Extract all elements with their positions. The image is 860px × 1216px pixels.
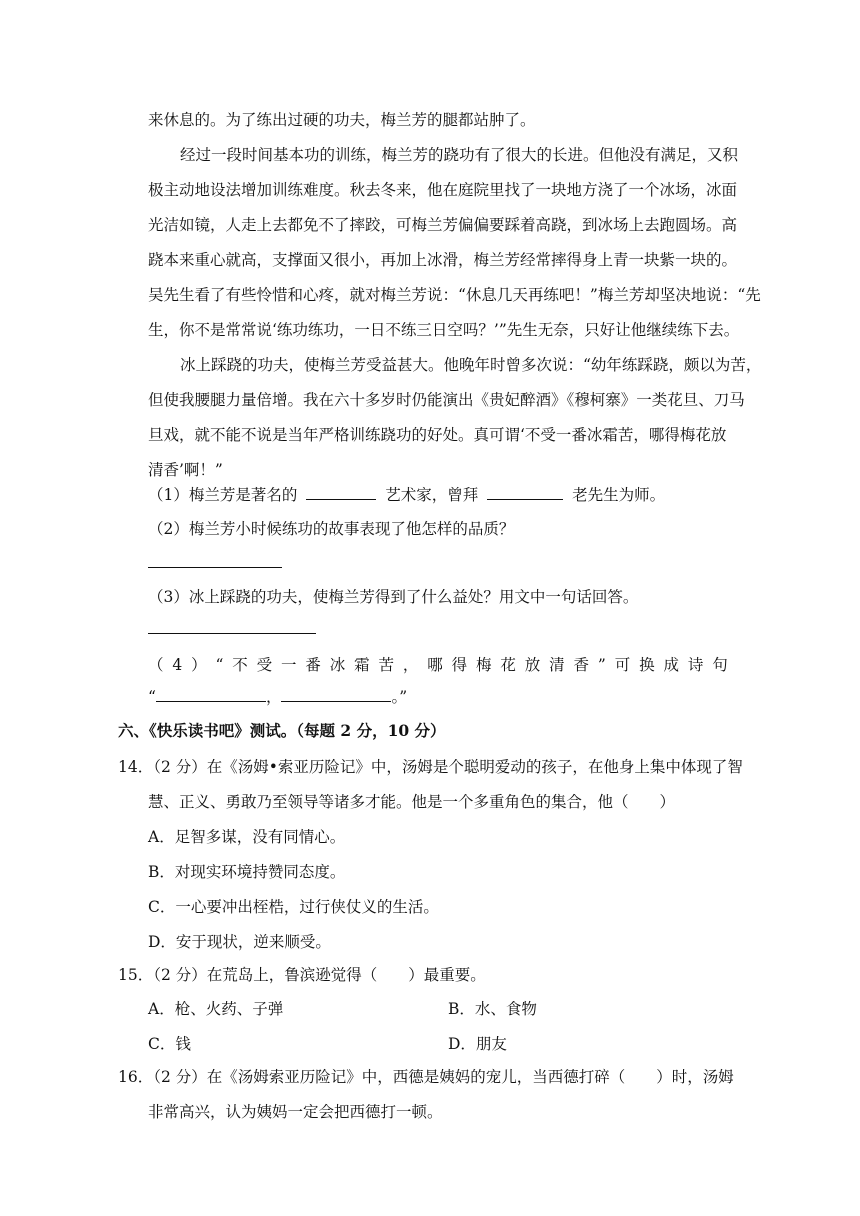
q4-char: 放 bbox=[524, 656, 541, 674]
question-1 bbox=[148, 483, 665, 505]
answer-blank[interactable] bbox=[306, 483, 376, 500]
q4-char: “ bbox=[215, 656, 224, 674]
option-d[interactable]: D．朋友 bbox=[448, 1035, 507, 1053]
question-16-cont: 非常高兴，认为姨妈一定会把西德打一顿。 bbox=[148, 1103, 443, 1121]
q4-char: 一 bbox=[281, 656, 297, 674]
q4-char: 4 bbox=[172, 656, 183, 674]
passage-line: 清香’啊！” bbox=[148, 461, 223, 479]
passage-line: 但使我腰腿力量倍增。我在六十多岁时仍能演出《贵妃醉酒》《穆柯寨》一类花旦、刀马 bbox=[148, 391, 745, 409]
passage-line: 跷本来重心就高，支撑面又很小，再加上冰滑，梅兰芳经常摔得身上青一块紫一块的。 bbox=[148, 251, 738, 269]
passage-line: 极主动地设法增加训练难度。秋去冬来，他在庭院里找了一块地方浇了一个冰场，冰面 bbox=[148, 181, 738, 199]
question-1-text-c: 老先生为师。 bbox=[572, 486, 666, 504]
q4-char: 得 bbox=[451, 656, 468, 674]
passage-line: 冰上踩跷的功夫，使梅兰芳受益甚大。他晚年时曾多次说：“幼年练踩跷，颇以为苦， bbox=[180, 356, 762, 374]
q4-char: 句 bbox=[712, 656, 728, 674]
q4-char: 成 bbox=[663, 656, 679, 674]
question-4-line bbox=[148, 655, 728, 675]
question-15: 15．（2 分）在荒岛上，鲁滨逊觉得（ ）最重要。 bbox=[118, 966, 486, 984]
question-2: （2）梅兰芳小时候练功的故事表现了他怎样的品质？ bbox=[148, 520, 515, 538]
section-heading: 六、《快乐读书吧》测试。（每题 2 分，10 分） bbox=[118, 721, 446, 740]
q4-char: 花 bbox=[500, 656, 516, 674]
q4-char: ） bbox=[191, 656, 207, 674]
q4-char: 苦 bbox=[378, 656, 395, 674]
comma: ， bbox=[265, 688, 282, 706]
passage-line: 来休息的。为了练出过硬的功夫，梅兰芳的腿都站肿了。 bbox=[148, 111, 536, 129]
answer-blank[interactable] bbox=[156, 685, 266, 702]
option-a[interactable]: A．枪、火药、子弹 bbox=[148, 1000, 284, 1018]
option-a[interactable]: A．足智多谋，没有同情心。 bbox=[148, 828, 346, 846]
q4-char: 番 bbox=[305, 656, 321, 674]
q4-char: 诗 bbox=[687, 656, 704, 674]
question-16: 16．（2 分）在《汤姆索亚历险记》中，西德是姨妈的宠儿，当西德打碎（ ）时，汤姆 bbox=[118, 1068, 734, 1086]
question-4-answer bbox=[148, 685, 407, 707]
q4-char: ， bbox=[402, 656, 419, 674]
answer-line[interactable] bbox=[148, 567, 282, 568]
passage-line: 旦戏，就不能不说是当年严格训练跷功的好处。真可谓‘不受一番冰霜苦，哪得梅花放 bbox=[148, 426, 727, 444]
q4-char: 不 bbox=[232, 656, 248, 674]
q4-char: 受 bbox=[256, 656, 273, 674]
option-d[interactable]: D．安于现状，逆来顺受。 bbox=[148, 933, 331, 951]
question-14: 14．（2 分）在《汤姆•索亚历险记》中，汤姆是个聪明爱动的孩子，在他身上集中体现了智 bbox=[118, 758, 743, 776]
passage-line: 吴先生看了有些怜惜和心疼，就对梅兰芳说：“休息几天再练吧！”梅兰芳却坚决地说：“先 bbox=[148, 286, 761, 304]
open-quote: “ bbox=[148, 688, 156, 706]
q4-char: 梅 bbox=[476, 656, 492, 674]
q4-char: 可 bbox=[614, 656, 631, 674]
q4-char: 霜 bbox=[354, 656, 370, 674]
option-c[interactable]: C．钱 bbox=[148, 1035, 191, 1053]
answer-blank[interactable] bbox=[281, 685, 391, 702]
question-3: （3）冰上踩跷的功夫，使梅兰芳得到了什么益处？用文中一句话回答。 bbox=[148, 588, 639, 606]
question-1-text-b: 艺术家，曾拜 bbox=[385, 486, 479, 504]
q4-char: 哪 bbox=[427, 656, 443, 674]
question-14-cont: 慧、正义、勇敢乃至领导等诸多才能。他是一个多重角色的集合，他（ ） bbox=[148, 793, 676, 811]
answer-blank[interactable] bbox=[487, 483, 563, 500]
passage-line: 光洁如镜，人走上去都免不了摔跤，可梅兰芳偏偏要踩着高跷，到冰场上去跑圆场。高 bbox=[148, 216, 738, 234]
q4-char: 香 bbox=[573, 656, 590, 674]
answer-line[interactable] bbox=[148, 633, 316, 634]
q4-char: （ bbox=[148, 656, 164, 674]
q4-char: 冰 bbox=[329, 656, 346, 674]
q4-char: ” bbox=[597, 656, 606, 674]
option-b[interactable]: B．对现实环境持赞同态度。 bbox=[148, 863, 346, 881]
question-1-text-a: （1）梅兰芳是著名的 bbox=[148, 486, 298, 504]
close-quote: 。” bbox=[391, 688, 408, 706]
option-b[interactable]: B．水、食物 bbox=[448, 1000, 537, 1018]
q4-char: 换 bbox=[639, 656, 655, 674]
passage-line: 生，你不是常常说‘练功练功，一日不练三日空吗？’”先生无奈，只好让他继续练下去。 bbox=[148, 321, 740, 339]
option-c[interactable]: C．一心要冲出桎梏，过行侠仗义的生活。 bbox=[148, 898, 439, 916]
passage-line: 经过一段时间基本功的训练，梅兰芳的跷功有了很大的长进。但他没有满足，又积 bbox=[180, 146, 739, 164]
q4-char: 清 bbox=[549, 656, 565, 674]
